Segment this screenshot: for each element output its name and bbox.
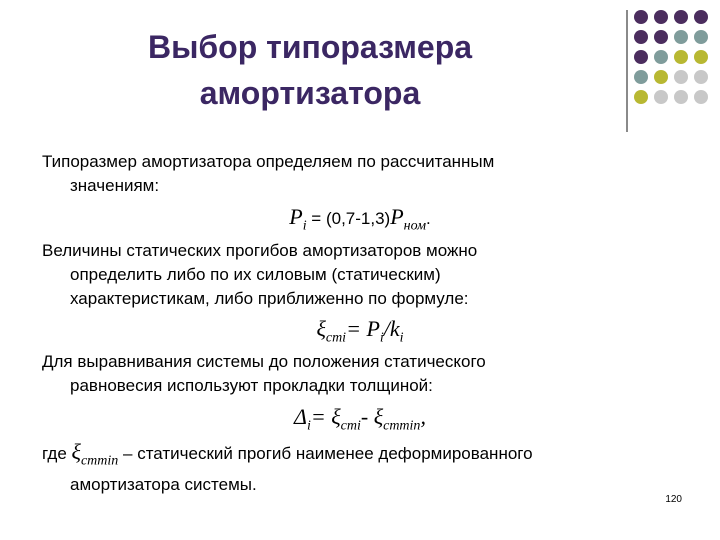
paragraph-4-line-2: амортизатора системы. (70, 475, 257, 495)
paragraph-3 (42, 350, 642, 398)
paragraph-4-symbol (71, 439, 119, 469)
formula-load (0, 204, 720, 234)
decorative-dot (674, 30, 688, 44)
formula-load-lhs-sub: i (302, 218, 307, 234)
formula-shim-b: ξ (373, 404, 384, 429)
decorative-dot (694, 10, 708, 24)
decorative-dot (634, 30, 648, 44)
paragraph-4-symbol-char: ξ (71, 439, 81, 464)
decorative-dot (674, 90, 688, 104)
decorative-dot (674, 10, 688, 24)
formula-load-rhs: P (390, 204, 404, 229)
formula-deflection-lhs: ξ (316, 316, 326, 341)
paragraph-2-line-1: Величины статических прогибов амортизаторов можно (42, 241, 478, 260)
formula-deflection-a-sub: i (379, 330, 384, 346)
paragraph-1 (42, 150, 642, 198)
paragraph-1-line-1: Типоразмер амортизатора определяем по рассчитанным (42, 152, 495, 171)
formula-deflection (0, 316, 720, 346)
formula-deflection-b-sub: i (399, 330, 404, 346)
decorative-dot (674, 50, 688, 64)
formula-shim-a-sub: стi (340, 418, 361, 434)
paragraph-3-line-2: равновесия используют прокладки толщиной: (70, 376, 433, 395)
formula-load-end: . (426, 209, 431, 228)
formula-deflection-slash: / (383, 316, 390, 341)
formula-load-lhs: P (289, 204, 303, 229)
paragraph-4-rest: – статический прогиб наименее деформированного (118, 444, 533, 463)
paragraph-2-line-3: характеристикам, либо приближенно по формуле: (70, 289, 469, 308)
decorative-dot (654, 50, 668, 64)
decorative-dot (634, 10, 648, 24)
paragraph-4 (42, 440, 642, 497)
paragraph-3-line-1: Для выравнивания системы до положения статического (42, 352, 486, 371)
decorative-dot (694, 70, 708, 84)
title-line-2: амортизатора (199, 75, 421, 111)
formula-deflection-a: P (366, 316, 380, 341)
decorative-dot (654, 10, 668, 24)
formula-shim-b-sub: стmin (383, 418, 421, 434)
paragraph-2-line-2: определить либо по их силовым (статическим) (70, 265, 441, 284)
formula-shim-eq: = (310, 404, 332, 429)
formula-shim-lhs: Δ (294, 404, 307, 429)
paragraph-4-prefix: где (42, 444, 72, 463)
paragraph-2 (42, 239, 642, 311)
decorative-dot (694, 50, 708, 64)
decorative-dot (634, 50, 648, 64)
decorative-dot (654, 30, 668, 44)
decorative-dot (634, 90, 648, 104)
title-line-1: Выбор типоразмера (147, 29, 473, 65)
page-number: 120 (665, 494, 682, 505)
decorative-dot (654, 90, 668, 104)
decorative-dot (634, 70, 648, 84)
slide-title (40, 24, 580, 116)
paragraph-4-symbol-sub: стmin (80, 453, 119, 469)
formula-shim-end: , (420, 404, 426, 429)
formula-load-rhs-sub: ном (403, 218, 427, 234)
decorative-dot (694, 90, 708, 104)
paragraph-1-line-2: значениям: (70, 176, 160, 195)
decorative-dot (674, 70, 688, 84)
formula-shim-minus: - (360, 404, 374, 429)
decorative-divider (626, 10, 628, 132)
decorative-dot (654, 70, 668, 84)
formula-deflection-eq: = (346, 316, 367, 341)
formula-shim-lhs-sub: i (306, 418, 311, 434)
formula-deflection-lhs-sub: стi (325, 330, 347, 346)
formula-shim-a: ξ (331, 404, 341, 429)
decorative-dot-grid (634, 10, 718, 130)
paragraph-4-line-1 (42, 440, 642, 473)
formula-shim-thickness (0, 404, 720, 434)
formula-load-eq: = (0,7-1,3) (306, 209, 391, 228)
formula-deflection-b: k (389, 316, 400, 341)
decorative-dot (694, 30, 708, 44)
